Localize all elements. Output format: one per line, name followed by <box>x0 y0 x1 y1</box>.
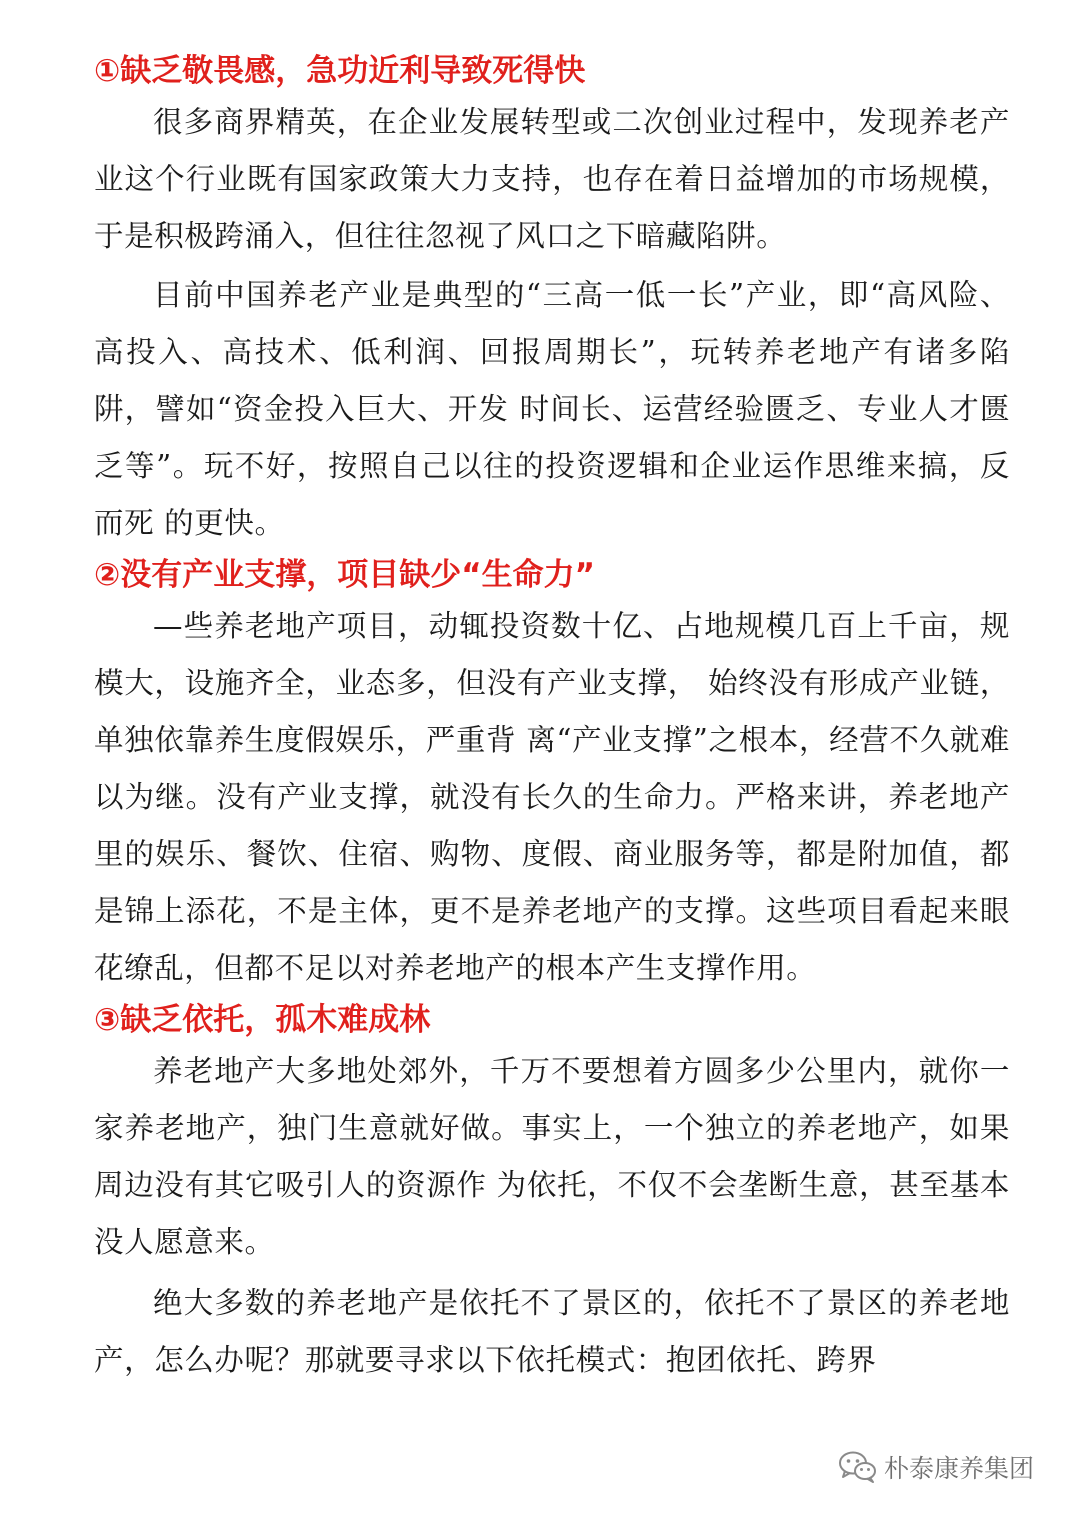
section-3-paragraph-2: 绝大多数的养老地产是依托不了景区的，依托不了景区的养老地产，怎么办呢？那就要寻求以下依托模式：抱团依托、跨界 <box>94 1286 1010 1377</box>
article-body <box>94 48 1010 1389</box>
section-heading-3: ③缺乏依托，孤木难成林 <box>94 1002 431 1038</box>
section-3-paragraph-1: 养老地产大多地处郊外，千万不要想着方圆多少公里内，就你一家养老地产，独门生意就好做。事实上，一个独立的养老地产，如果周边没有其它吸引人的资源作 为依托，不仅不会垄断生意，甚至基本没人愿意来。 <box>94 1054 1010 1259</box>
watermark <box>838 1447 1034 1487</box>
section-2-paragraph-1: —些养老地产项目，动辄投资数十亿、占地规模几百上千亩，规模大，设施齐全，业态多，但没有产业支撑， 始终没有形成产业链，单独依靠养生度假娱乐，严重背 离“产业支撑”之根本，经营不久就难以为继。没有产业支撑，就没有长久的生命力。严格来讲，养老地产里的娱乐、餐饮、住宿、购物、度假、商业服务等，都是附加值，都是锦上添花，不是主体，更不是养老地产的支撑。这些项目看起来眼花缭乱，但都不足以对养老地产的根本产生支撑作用。 <box>94 609 1010 985</box>
section-1-paragraph-2: 目前中国养老产业是典型的“三高一低一长”产业，即“高风险、高投入、高技术、低利润、回报周期长”，玩转养老地产有诸多陷阱，譬如“资金投入巨大、开发 时间长、运营经验匮乏、专业人才匮乏等”。玩不好，按照自己以往的投资逻辑和企业运作思维来搞，反而死 的更快。 <box>94 278 1010 540</box>
section-heading-2: ②没有产业支撑，项目缺少“生命力” <box>94 557 595 593</box>
section-1-paragraph-1: 很多商界精英，在企业发展转型或二次创业过程中，发现养老产业这个行业既有国家政策大力支持，也存在着日益增加的市场规模，于是积极跨涌入，但往往忽视了风口之下暗藏陷阱。 <box>94 105 1010 253</box>
wechat-icon <box>838 1450 878 1484</box>
watermark-text: 朴泰康养集团 <box>884 1454 1035 1483</box>
section-heading-1: ①缺乏敬畏感，急功近利导致死得快 <box>94 53 586 89</box>
